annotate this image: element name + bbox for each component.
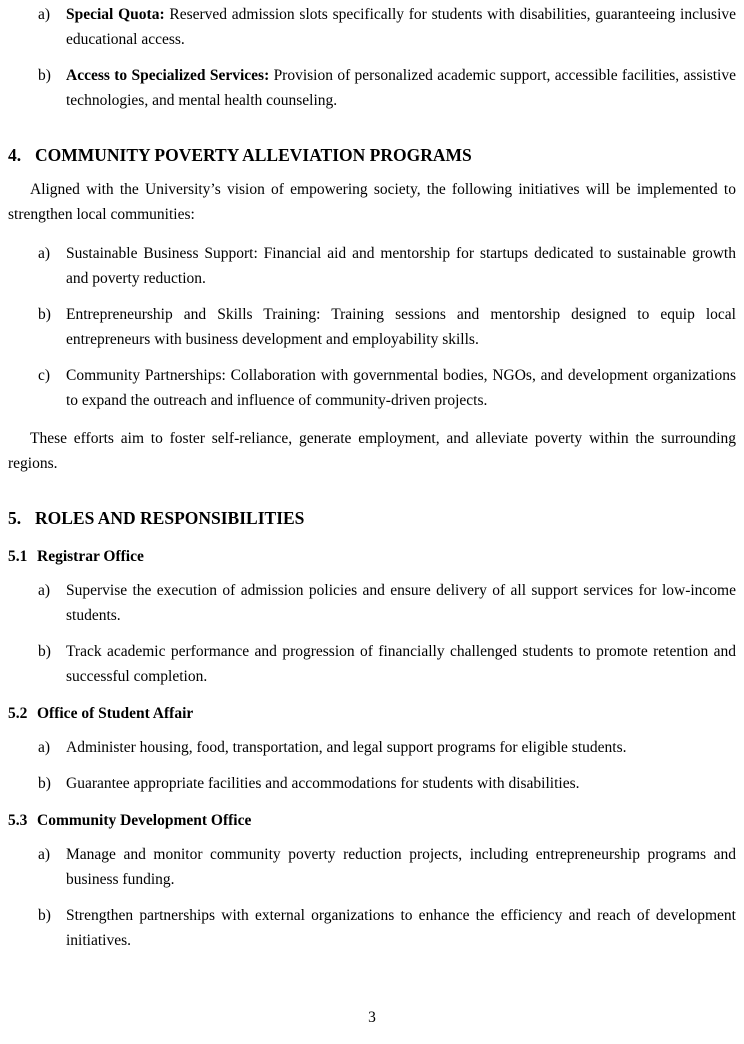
list-item-marker: a) (38, 245, 51, 262)
list-item-text: Supervise the execution of admission policies and ensure delivery of all support services for low-income students. (66, 582, 736, 624)
list-item (8, 842, 736, 892)
list-item-body (66, 6, 736, 48)
list-item-marker: b) (38, 67, 51, 84)
list-item (8, 302, 736, 352)
section-heading-4 (8, 141, 736, 169)
list-item-text: Provision of personalized academic support, accessible facilities, assistive technologies, and mental health counseling. (66, 67, 736, 109)
subsection-title: Registrar Office (37, 548, 144, 565)
list-item (8, 363, 736, 413)
subsection-number: 5.2 (8, 705, 28, 722)
list-item-marker: b) (38, 306, 51, 323)
list-item-text: Strengthen partnerships with external organizations to enhance the efficiency and reach of development initiatives. (66, 907, 736, 949)
subsection-heading-5-3 (8, 808, 736, 833)
list-item-text: Track academic performance and progression of financially challenged students to promote retention and successful completion. (66, 643, 736, 685)
subsection-number: 5.3 (8, 812, 28, 829)
subsection-title: Community Development Office (37, 812, 252, 829)
list-item-marker: a) (38, 582, 51, 599)
list-item (8, 639, 736, 689)
subsection-5-3-list (8, 842, 736, 953)
list-item-marker: a) (38, 846, 51, 863)
list-item (8, 578, 736, 628)
subsection-heading-5-1 (8, 544, 736, 569)
list-item-text: Entrepreneurship and Skills Training: Training sessions and mentorship designed to equip local entrepreneurs with business development and employability skills. (66, 306, 736, 348)
list-item-lead: Special Quota: (66, 6, 165, 23)
section4-outro-paragraph: These efforts aim to foster self-reliance, generate employment, and alleviate poverty within the surrounding regions. (8, 430, 736, 472)
list-item (8, 2, 736, 52)
list-item (8, 63, 736, 113)
list-item (8, 771, 736, 796)
list-item-marker: a) (38, 6, 51, 23)
list-item-text: Community Partnerships: Collaboration with governmental bodies, NGOs, and development organizations to expand the outreach and influence of community-driven projects. (66, 367, 736, 409)
list-item (8, 241, 736, 291)
list-item-lead: Access to Specialized Services: (66, 67, 270, 84)
section-number: 4. (8, 145, 22, 165)
subsection-heading-5-2 (8, 701, 736, 726)
list-item-marker: c) (38, 367, 51, 384)
list-item-text: Manage and monitor community poverty reduction projects, including entrepreneurship programs and business funding. (66, 846, 736, 888)
list-item-text: Administer housing, food, transportation, and legal support programs for eligible students. (66, 739, 627, 756)
special-support-list (8, 2, 736, 113)
subsection-number: 5.1 (8, 548, 28, 565)
subsection-5-1-list (8, 578, 736, 689)
list-item-body (66, 67, 736, 109)
list-item-marker: b) (38, 775, 51, 792)
section-number: 5. (8, 508, 22, 528)
section4-intro-paragraph: Aligned with the University’s vision of empowering society, the following initiatives will be implemented to strengthen local communities: (8, 181, 736, 223)
list-item-marker: b) (38, 907, 51, 924)
section-title: COMMUNITY POVERTY ALLEVIATION PROGRAMS (35, 145, 472, 165)
subsection-5-2-list (8, 735, 736, 796)
page-number: 3 (368, 1009, 376, 1026)
list-item-text: Reserved admission slots specifically for students with disabilities, guaranteeing inclusive educational access. (66, 6, 736, 48)
subsection-title: Office of Student Affair (37, 705, 194, 722)
list-item (8, 735, 736, 760)
list-item-marker: a) (38, 739, 51, 756)
section-title: ROLES AND RESPONSIBILITIES (35, 508, 305, 528)
list-item-marker: b) (38, 643, 51, 660)
section-heading-5 (8, 504, 736, 532)
list-item (8, 903, 736, 953)
list-item-text: Guarantee appropriate facilities and accommodations for students with disabilities. (66, 775, 580, 792)
list-item-text: Sustainable Business Support: Financial aid and mentorship for startups dedicated to sustainable growth and poverty reduction. (66, 245, 736, 287)
section4-list (8, 241, 736, 413)
